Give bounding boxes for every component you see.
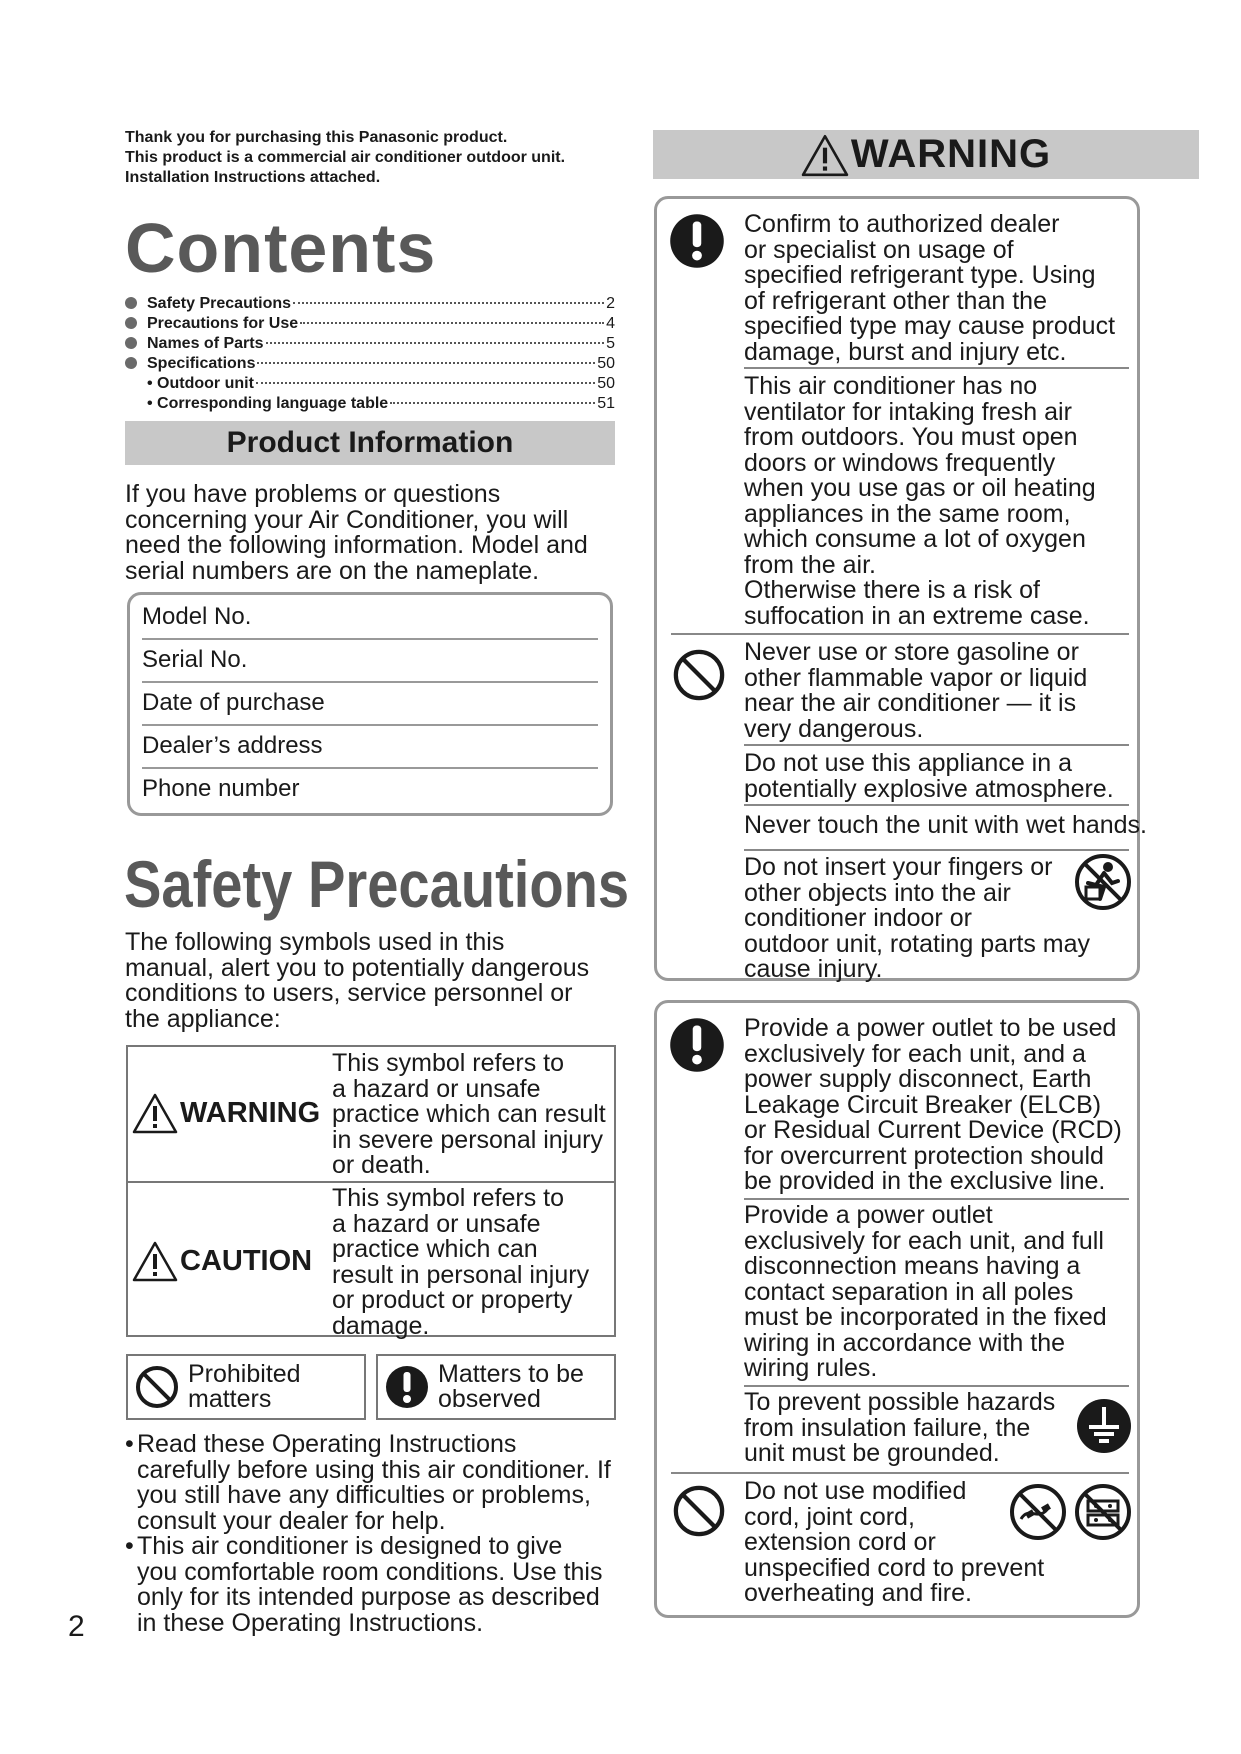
text-line: Provide a power outlet [744, 1201, 993, 1229]
text-line: must be incorporated in the fixed [744, 1303, 1107, 1331]
warning-triangle-icon [801, 133, 849, 177]
text-line: Prohibited [188, 1359, 301, 1388]
text-line: or product or property [332, 1286, 573, 1314]
text-line: serial numbers are on the nameplate. [125, 556, 540, 585]
text-line: contact separation in all poles [744, 1277, 1074, 1306]
no-extension-cord-icon [1074, 1483, 1132, 1541]
toc-item-precautions-for-use[interactable] [125, 314, 615, 334]
text-line: unit must be grounded. [744, 1439, 1000, 1467]
observed-text [438, 1359, 584, 1413]
caution-symbol-label [132, 1240, 312, 1282]
text-line: unspecified cord to prevent [744, 1553, 1045, 1582]
text-line: This air conditioner has no [744, 372, 1038, 400]
toc-item-language-table[interactable] [125, 394, 615, 414]
text-line: cause injury. [744, 955, 883, 983]
text-line: wiring rules. [744, 1354, 878, 1382]
intro-text [125, 128, 625, 188]
warning-item-gasoline [744, 640, 1087, 742]
warning-item-cord [744, 1479, 1044, 1607]
text-line: in severe personal injury [332, 1125, 603, 1154]
toc-item-outdoor-unit[interactable] [125, 374, 615, 394]
bullet-item [125, 1432, 635, 1534]
text-line: from the air. [744, 550, 876, 579]
text-line: of refrigerant other than the [744, 286, 1047, 315]
page-number: 2 [68, 1610, 85, 1643]
caution-label-text: CAUTION [180, 1244, 313, 1277]
text-line: Leakage Circuit Breaker (ELCB) [744, 1090, 1102, 1119]
warning-symbol-label [132, 1092, 320, 1134]
warning-item-grounding [744, 1390, 1055, 1467]
text-line: near the air conditioner — it is [744, 689, 1077, 717]
text-line: • This air conditioner is designed to give [137, 1532, 563, 1560]
divider [744, 1385, 1129, 1387]
prohibited-icon [671, 647, 727, 703]
text-line: exclusively for each unit, and full [744, 1226, 1104, 1255]
model-no-field: Model No. [142, 603, 252, 630]
toc-label: Precautions for Use [147, 315, 299, 332]
text-line: be provided in the exclusive line. [744, 1167, 1106, 1195]
no-modified-cord-icon [1009, 1483, 1067, 1541]
bullet-item [125, 1534, 635, 1636]
text-line: from outdoors. You must open [744, 423, 1078, 451]
no-fingers-icon [1074, 853, 1132, 911]
bullet-icon [125, 337, 137, 349]
mandatory-exclamation-icon [384, 1364, 430, 1410]
toc-label: Specifications [147, 355, 256, 372]
text-line: disconnection means having a [744, 1252, 1081, 1280]
table-of-contents [125, 294, 615, 414]
caution-description [332, 1186, 612, 1339]
text-line: observed [438, 1385, 541, 1413]
text-line: extension cord or [744, 1528, 936, 1556]
symbol-legend-table [126, 1045, 616, 1340]
text-line: practice which can result [332, 1100, 606, 1128]
divider [744, 367, 1129, 369]
text-line: result in personal injury [332, 1260, 590, 1289]
mandatory-exclamation-icon [669, 213, 725, 269]
leader-dots [256, 382, 595, 384]
divider [128, 1181, 614, 1183]
prohibited-icon [671, 1483, 727, 1539]
toc-label: Safety Precautions [147, 295, 292, 312]
text-line: the appliance: [125, 1004, 281, 1033]
instructions-bullets [125, 1432, 635, 1636]
text-line: or death. [332, 1151, 431, 1179]
text-line: Otherwise there is a risk of [744, 576, 1040, 604]
warning-item-power-outlet-disconnect [744, 1203, 1107, 1382]
text-line: outdoor unit, rotating parts may [744, 929, 1091, 958]
ground-icon [1075, 1397, 1133, 1455]
leader-dots [266, 342, 605, 344]
safety-intro-text [125, 930, 625, 1032]
text-line: need the following information. Model and [125, 531, 588, 559]
divider [744, 849, 1129, 851]
toc-page: 2 [606, 295, 615, 312]
toc-item-names-of-parts[interactable] [125, 334, 615, 354]
toc-label: • Corresponding language table [147, 395, 389, 412]
bullet-icon [125, 317, 137, 329]
text-line: or Residual Current Device (RCD) [744, 1116, 1122, 1144]
toc-item-specifications[interactable] [125, 354, 615, 374]
leader-dots [390, 402, 595, 404]
toc-page: 50 [597, 355, 615, 372]
text-line: wiring in accordance with the [744, 1328, 1065, 1357]
text-line: specified type may cause product [744, 312, 1116, 340]
warning-heading-text: WARNING [850, 132, 1052, 176]
text-line: conditioner indoor or [744, 904, 972, 932]
contents-title: Contents [125, 209, 437, 287]
divider [671, 633, 1129, 635]
dealers-address-field: Dealer’s address [142, 732, 323, 759]
text-line: If you have problems or questions [125, 480, 501, 508]
warning-item-fingers [744, 855, 1090, 983]
text-line: overheating and fire. [744, 1579, 972, 1607]
text-line: concerning your Air Conditioner, you will [125, 505, 569, 534]
text-line: which consume a lot of oxygen [744, 525, 1086, 553]
text-line: you still have any difficulties or problems, [137, 1481, 591, 1509]
warning-description [332, 1051, 612, 1179]
product-info-form [127, 592, 613, 816]
text-line: doors or windows frequently [744, 448, 1056, 477]
text-line: Confirm to authorized dealer [744, 210, 1060, 238]
date-of-purchase-field: Date of purchase [142, 689, 325, 716]
toc-page: 5 [606, 335, 615, 352]
text-line: cord, joint cord, [744, 1502, 915, 1531]
text-line: appliances in the same room, [744, 499, 1071, 528]
text-line: Never use or store gasoline or [744, 638, 1079, 666]
phone-number-field: Phone number [142, 775, 300, 802]
warning-box-2 [654, 1000, 1140, 1618]
prohibited-legend [126, 1354, 366, 1420]
text-line: • Read these Operating Instructions [137, 1430, 517, 1458]
divider [671, 1472, 1129, 1474]
intro-line: Thank you for purchasing this Panasonic product. [125, 129, 508, 146]
text-line: specified refrigerant type. Using [744, 261, 1096, 289]
text-line: conditions to users, service personnel or [125, 979, 573, 1007]
bullet-icon [125, 297, 137, 309]
toc-page: 50 [597, 375, 615, 392]
warning-label-text: WARNING [180, 1096, 321, 1129]
text-line: when you use gas or oil heating [744, 474, 1096, 502]
toc-label: Names of Parts [147, 335, 264, 352]
prohibited-text [188, 1359, 301, 1413]
text-line: manual, alert you to potentially dangerous [125, 953, 590, 982]
toc-page: 51 [597, 395, 615, 412]
text-line: you comfortable room conditions. Use this [137, 1557, 603, 1586]
warning-heading-bar [653, 130, 1199, 179]
text-line: This symbol refers to [332, 1184, 565, 1212]
bullet-icon [125, 357, 137, 369]
text-line: power supply disconnect, Earth [744, 1065, 1092, 1093]
divider [744, 744, 1129, 746]
divider [744, 1198, 1129, 1200]
text-line: Do not use modified [744, 1477, 967, 1505]
text-line: a hazard or unsafe [332, 1209, 541, 1238]
warning-item-ventilation [744, 374, 1096, 629]
divider [744, 804, 1129, 806]
warning-item-refrigerant [744, 212, 1115, 365]
text-line: Never touch the unit with wet hands. [744, 811, 1148, 839]
text-line: damage. [332, 1311, 430, 1340]
warning-box-1 [654, 196, 1148, 983]
text-line: Do not insert your fingers or [744, 853, 1053, 881]
observed-legend [376, 1354, 616, 1420]
caution-triangle-icon [132, 1240, 178, 1282]
text-line: other objects into the air [744, 878, 1011, 907]
text-line: a hazard or unsafe [332, 1074, 541, 1103]
text-line: The following symbols used in this [125, 928, 505, 956]
text-line: Matters to be [438, 1359, 584, 1388]
safety-precautions-title: Safety Precautions [124, 847, 630, 921]
text-line: in these Operating Instructions. [137, 1608, 484, 1637]
text-line: To prevent possible hazards [744, 1388, 1056, 1416]
text-line: Provide a power outlet to be used [744, 1014, 1117, 1042]
toc-page: 4 [606, 315, 615, 332]
intro-line: This product is a commercial air conditioner outdoor unit. [125, 149, 566, 166]
text-line: practice which can [332, 1235, 538, 1263]
leader-dots [300, 322, 604, 324]
mandatory-exclamation-icon [669, 1017, 725, 1073]
text-line: carefully before using this air conditioner. If [137, 1455, 611, 1484]
text-line: for overcurrent protection should [744, 1141, 1104, 1170]
text-line: damage, burst and injury etc. [744, 337, 1067, 366]
prohibited-icon [134, 1364, 180, 1410]
text-line: ventilator for intaking fresh air [744, 397, 1072, 426]
text-line: other flammable vapor or liquid [744, 663, 1088, 692]
text-line: This symbol refers to [332, 1049, 565, 1077]
product-information-heading: Product Information [125, 421, 615, 465]
warning-triangle-icon [132, 1092, 178, 1134]
text-line: consult your dealer for help. [137, 1506, 446, 1535]
intro-line: Installation Instructions attached. [125, 169, 381, 186]
text-line: Do not use this appliance in a [744, 749, 1072, 777]
toc-item-safety-precautions[interactable] [125, 294, 615, 314]
text-line: potentially explosive atmosphere. [744, 774, 1114, 803]
toc-label: • Outdoor unit [147, 375, 254, 392]
serial-no-field: Serial No. [142, 646, 248, 673]
warning-item-power-outlet-elcb [744, 1016, 1122, 1195]
leader-dots [293, 302, 604, 304]
text-line: or specialist on usage of [744, 235, 1014, 264]
warning-item-explosive [744, 751, 1114, 802]
text-line: matters [188, 1385, 272, 1413]
warning-item-wet-hands [744, 813, 1147, 839]
leader-dots [257, 362, 595, 364]
text-line: exclusively for each unit, and a [744, 1039, 1086, 1068]
text-line: only for its intended purpose as described [137, 1583, 600, 1611]
text-line: suffocation in an extreme case. [744, 601, 1090, 630]
text-line: very dangerous. [744, 714, 924, 743]
text-line: from insulation failure, the [744, 1413, 1031, 1442]
product-information-text [125, 482, 625, 584]
